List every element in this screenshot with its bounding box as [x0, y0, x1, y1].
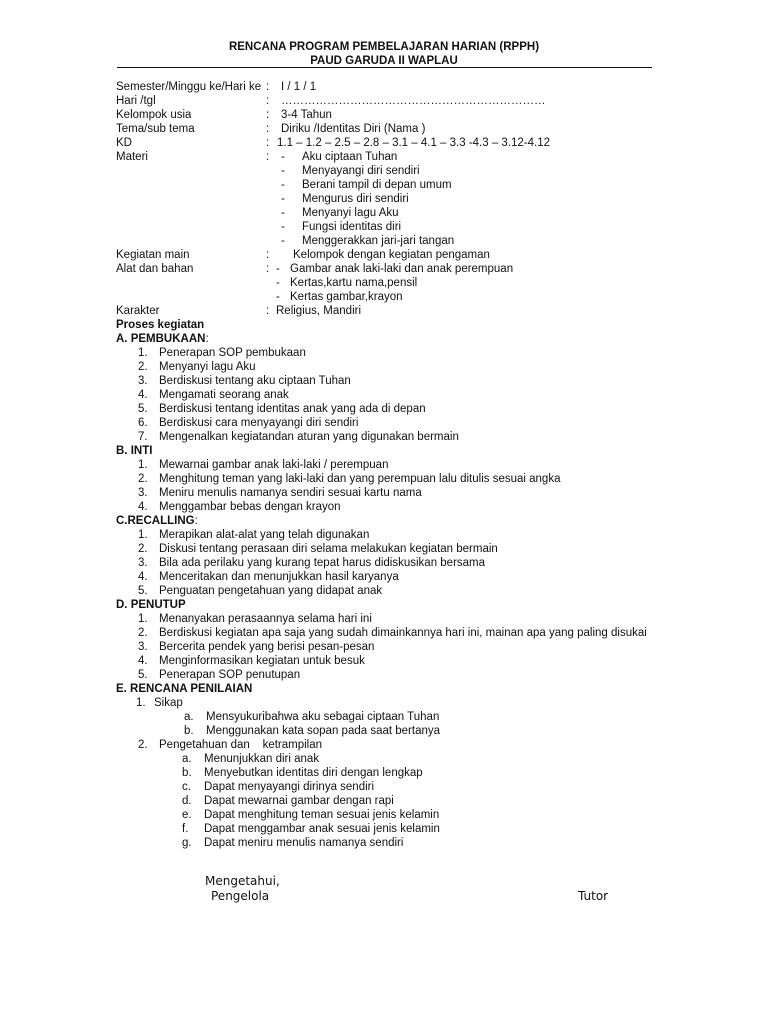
list-item: Berdiskusi tentang aku ciptaan Tuhan	[159, 375, 351, 387]
info-value: 3-4 Tahun	[281, 109, 332, 121]
item-number: 4.	[138, 655, 148, 667]
list-dash: -	[281, 151, 285, 163]
list-item: Menginformasikan kegiatan untuk besuk	[159, 655, 365, 667]
info-label: Alat dan bahan	[116, 263, 194, 275]
item-number: 4.	[138, 501, 148, 513]
info-label: Kegiatan main	[116, 249, 190, 261]
list-item: Berdiskusi kegiatan apa saja yang sudah dimainkannya hari ini, mainan apa yang paling disukai	[159, 627, 647, 639]
item-letter: b.	[182, 767, 192, 779]
item-number: 2.	[138, 627, 148, 639]
info-label: Tema/sub tema	[116, 123, 195, 135]
list-item: Menggunakan kata sopan pada saat bertanya	[206, 725, 441, 737]
list-item: Dapat menghitung teman sesuai jenis kelamin	[204, 809, 440, 821]
item-number: 1.	[138, 347, 148, 359]
info-label: Semester/Minggu ke/Hari ke	[116, 81, 262, 93]
item-number: 1.	[138, 459, 148, 471]
list-item: Berdiskusi cara menyayangi diri sendiri	[159, 417, 359, 429]
item-number: 3.	[138, 641, 148, 653]
info-value: I / 1 / 1	[281, 81, 317, 93]
list-item: Penguatan pengetahuan yang didapat anak	[159, 585, 383, 597]
item-number: 5.	[138, 585, 148, 597]
subsection-label: Sikap	[154, 697, 183, 709]
list-item: Mewarnai gambar anak laki-laki / perempuan	[159, 459, 389, 471]
document-subtitle: PAUD GARUDA II WAPLAU	[310, 55, 458, 67]
list-dash: -	[281, 207, 285, 219]
info-separator: :	[266, 81, 270, 93]
section-heading: D. PENUTUP	[116, 599, 186, 611]
list-item: Berani tampil di depan umum	[302, 179, 452, 191]
list-item: Penerapan SOP penutupan	[159, 669, 301, 681]
list-dash: -	[276, 291, 280, 303]
list-item: Dapat mewarnai gambar dengan rapi	[204, 795, 394, 807]
item-number: 4.	[138, 389, 148, 401]
list-item: Menyanyi lagu Aku	[159, 361, 256, 373]
info-separator: :	[266, 249, 270, 261]
info-separator: :	[266, 151, 270, 163]
info-label: Kelompok usia	[116, 109, 192, 121]
document-title: RENCANA PROGRAM PEMBELAJARAN HARIAN (RPPH)	[228, 41, 540, 53]
list-item: Menggambar bebas dengan krayon	[159, 501, 341, 513]
list-dash: -	[281, 179, 285, 191]
heading-text: A. PEMBUKAAN	[116, 333, 206, 345]
list-item: Menyebutkan identitas diri dengan lengkap	[204, 767, 423, 779]
subsection-label: Pengetahuan dan ketrampilan	[159, 739, 323, 751]
info-label: Materi	[116, 151, 148, 163]
section-heading: B. INTI	[116, 445, 153, 457]
list-item: Meniru menulis namanya sendiri sesuai kartu nama	[159, 487, 422, 499]
list-dash: -	[281, 235, 285, 247]
list-item: Dapat menggambar anak sesuai jenis kelamin	[204, 823, 440, 835]
list-item: Aku ciptaan Tuhan	[302, 151, 398, 163]
item-number: 1.	[138, 613, 148, 625]
list-item: Bila ada perilaku yang kurang tepat harus didiskusikan bersama	[159, 557, 486, 569]
info-value: Diriku /Identitas Diri (Nama )	[281, 123, 426, 135]
item-number: 6.	[138, 417, 148, 429]
heading-colon: :	[194, 515, 198, 527]
list-item: Bercerita pendek yang berisi pesan-pesan	[159, 641, 375, 653]
info-label: Karakter	[116, 305, 160, 317]
item-number: 2.	[138, 739, 148, 751]
item-number: 5.	[138, 669, 148, 681]
info-separator: :	[266, 95, 270, 107]
item-number: 3.	[138, 487, 148, 499]
section-heading: E. RENCANA PENILAIAN	[116, 683, 253, 695]
header-divider	[117, 67, 652, 68]
list-item: Menunjukkan diri anak	[204, 753, 320, 765]
list-item: Mengenalkan kegiatandan aturan yang digunakan bermain	[159, 431, 459, 443]
list-item: Berdiskusi tentang identitas anak yang ada di depan	[159, 403, 426, 415]
info-separator: :	[266, 305, 270, 317]
list-item: Penerapan SOP pembukaan	[159, 347, 306, 359]
list-dash: -	[281, 165, 285, 177]
item-letter: d.	[182, 795, 192, 807]
info-value: Religius, Mandiri	[276, 305, 362, 317]
item-number: 1.	[136, 697, 146, 709]
info-separator: :	[266, 263, 270, 275]
list-item: Mengamati seorang anak	[159, 389, 289, 401]
item-number: 2.	[138, 361, 148, 373]
item-number: 7.	[138, 431, 148, 443]
list-item: Gambar anak laki-laki dan anak perempuan	[290, 263, 514, 275]
list-dash: -	[281, 193, 285, 205]
signature-tutor: Tutor	[578, 889, 609, 903]
list-item: Diskusi tentang perasaan diri selama melakukan kegiatan bermain	[159, 543, 498, 555]
list-item: Kertas gambar,krayon	[290, 291, 403, 303]
item-letter: f.	[182, 823, 189, 835]
list-item: Merapikan alat-alat yang telah digunakan	[159, 529, 370, 541]
item-number: 3.	[138, 557, 148, 569]
heading-text: C.RECALLING	[116, 515, 195, 527]
list-dash: -	[276, 277, 280, 289]
list-item: Menyayangi diri sendiri	[302, 165, 420, 177]
item-letter: a.	[182, 753, 192, 765]
item-number: 1.	[138, 529, 148, 541]
list-item: Dapat menyayangi dirinya sendiri	[204, 781, 375, 793]
list-item: Menceritakan dan menunjukkan hasil karyanya	[159, 571, 399, 583]
item-letter: c.	[182, 781, 191, 793]
item-letter: e.	[182, 809, 192, 821]
item-number: 2.	[138, 543, 148, 555]
info-label: KD	[116, 137, 132, 149]
info-value: ……………………………………………………………	[281, 95, 546, 107]
list-item: Menanyakan perasaannya selama hari ini	[159, 613, 372, 625]
list-item: Dapat meniru menulis namanya sendiri	[204, 837, 404, 849]
list-item: Menyanyi lagu Aku	[302, 207, 399, 219]
info-separator: :	[266, 137, 270, 149]
item-number: 2.	[138, 473, 148, 485]
list-dash: -	[276, 263, 280, 275]
info-separator: :	[266, 123, 270, 135]
info-value: 1.1 – 1.2 – 2.5 – 2.8 – 3.1 – 4.1 – 3.3 -4.3 – 3.12-4.12	[277, 137, 551, 149]
item-number: 4.	[138, 571, 148, 583]
item-number: 5.	[138, 403, 148, 415]
item-number: 3.	[138, 375, 148, 387]
list-item: Menghitung teman yang laki-laki dan yang perempuan lalu ditulis sesuai angka	[159, 473, 561, 485]
signature-pengelola: Pengelola	[211, 889, 270, 903]
info-value: Kelompok dengan kegiatan pengaman	[293, 249, 490, 261]
list-item: Fungsi identitas diri	[302, 221, 402, 233]
list-dash: -	[281, 221, 285, 233]
item-letter: b.	[184, 725, 194, 737]
heading-colon: :	[205, 333, 209, 345]
info-label: Hari /tgl	[116, 95, 156, 107]
signature-mengetahui: Mengetahui,	[205, 874, 280, 888]
list-item: Kertas,kartu nama,pensil	[290, 277, 418, 289]
item-letter: a.	[184, 711, 194, 723]
info-separator: :	[266, 109, 270, 121]
section-heading	[116, 332, 209, 346]
list-item: Mengurus diri sendiri	[302, 193, 409, 205]
section-heading	[116, 514, 198, 528]
item-letter: g.	[182, 837, 192, 849]
list-item: Mensyukuribahwa aku sebagai ciptaan Tuhan	[206, 711, 440, 723]
list-item: Menggerakkan jari-jari tangan	[302, 235, 455, 247]
section-heading-proses: Proses kegiatan	[116, 319, 205, 331]
